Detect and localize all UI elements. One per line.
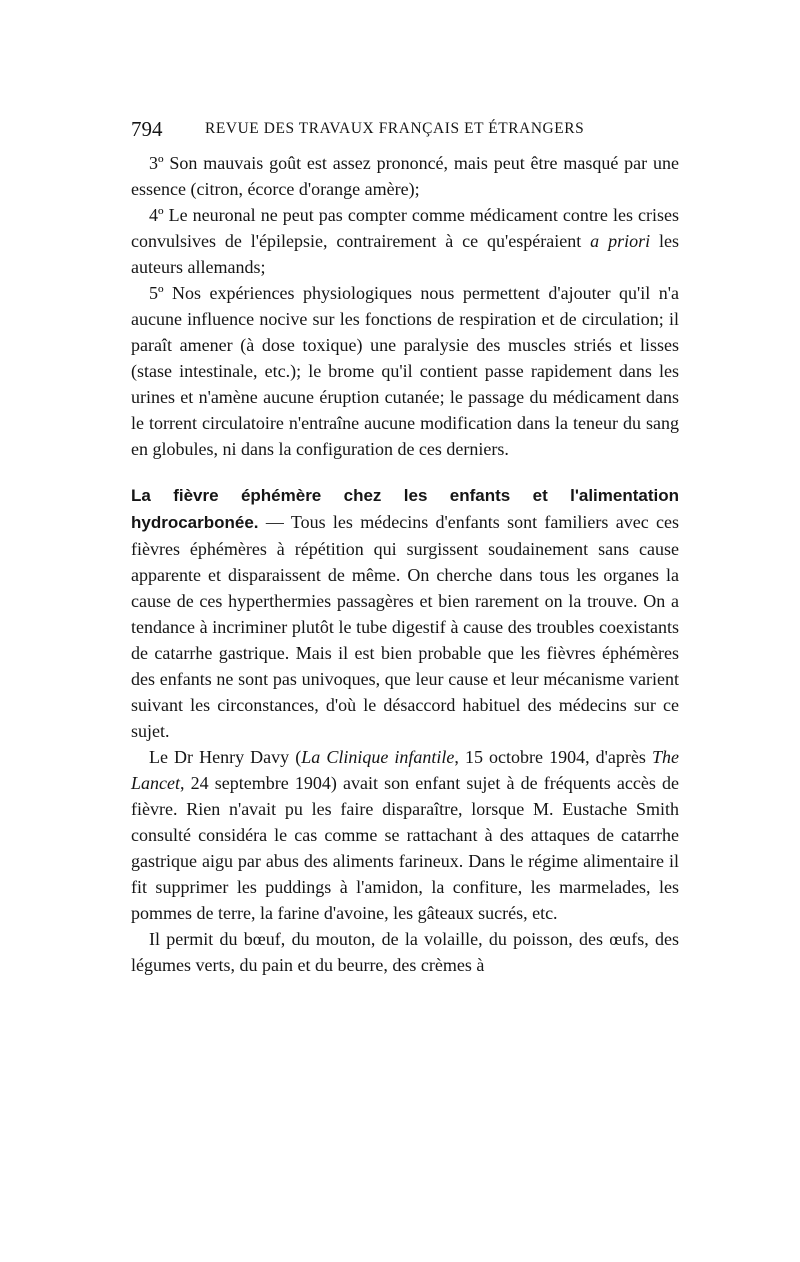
page-number: 794 [131,117,163,141]
section-heading: La fièvre éphémère chez les enfants et l'alimentation hydrocarbonée. [131,486,679,532]
paragraph-davy [131,744,679,926]
paragraph-text: , 15 octobre 1904, d'après [454,747,652,767]
paragraph-text: , 24 septembre 1904) avait son enfant sujet à de fréquents accès de fièvre. Rien n'avait pu les faire disparaître, lorsque M. Eustache Smith consulté considéra le cas comme se rattachant à des attaques de catarrhe gastrique aigu par abus des aliments farineux. Dans le régime alimentaire il fit supprimer les puddings à l'amidon, la confiture, les marmelades, les pommes de terre, la farine d'avoine, les gâteaux sucrés, etc. [131,773,679,923]
body-text [131,150,679,978]
paragraph-text: 4º Le neuronal ne peut pas compter comme médicament contre les crises convulsives de l'épilepsie, contrairement à ce qu'espéraient [131,205,679,251]
page-header [131,113,679,145]
paragraph-item-5: 5º Nos expériences physiologiques nous permettent d'ajouter qu'il n'a aucune influence nocive sur les fonctions de respiration et de circulation; il paraît amener (à dose toxique) une paralysie des muscles striés et lisses (stase intestinale, etc.); le brome qu'il contient passe rapidement dans les urines et n'amène aucune éruption cutanée; le passage du médicament dans le torrent circulatoire n'entraîne aucune modification dans la teneur du sang en globules, ni dans la configuration de ces derniers. [131,283,679,459]
paragraph-diet: Il permit du bœuf, du mouton, de la volaille, du poisson, des œufs, des légumes verts, du pain et du beurre, des crèmes à [131,929,679,975]
journal-title: The Lancet [131,747,679,793]
paragraph-text: Le Dr Henry Davy ( [149,747,302,767]
italic-phrase: a priori [590,231,651,251]
paragraph-text: les auteurs allemands; [131,231,679,277]
journal-title: La Clinique infantile [301,747,455,767]
paragraph-item-4 [131,202,679,280]
section-paragraph-fievre [131,482,679,744]
paragraph-item-3: 3º Son mauvais goût est assez prononcé, mais peut être masqué par une essence (citron, écorce d'orange amère); [131,153,679,199]
paragraph-text: — Tous les médecins d'enfants sont familiers avec ces fièvres éphémères à répétition qui surgissent soudainement sans cause apparente et disparaissent de même. On cherche dans tous les organes la cause de ces hyperthermies passagères et bien rarement on la trouve. On a tendance à incriminer plutôt le tube digestif à cause des troubles coexistants de catarrhe gastrique. Mais il est bien probable que les fièvres éphémères des enfants ne sont pas univoques, que leur cause et leur mécanisme varient suivant les circonstances, d'où le désaccord habituel des médecins sur ce sujet. [131,512,679,741]
running-title: REVUE DES TRAVAUX FRANÇAIS ET ÉTRANGERS [205,120,585,137]
